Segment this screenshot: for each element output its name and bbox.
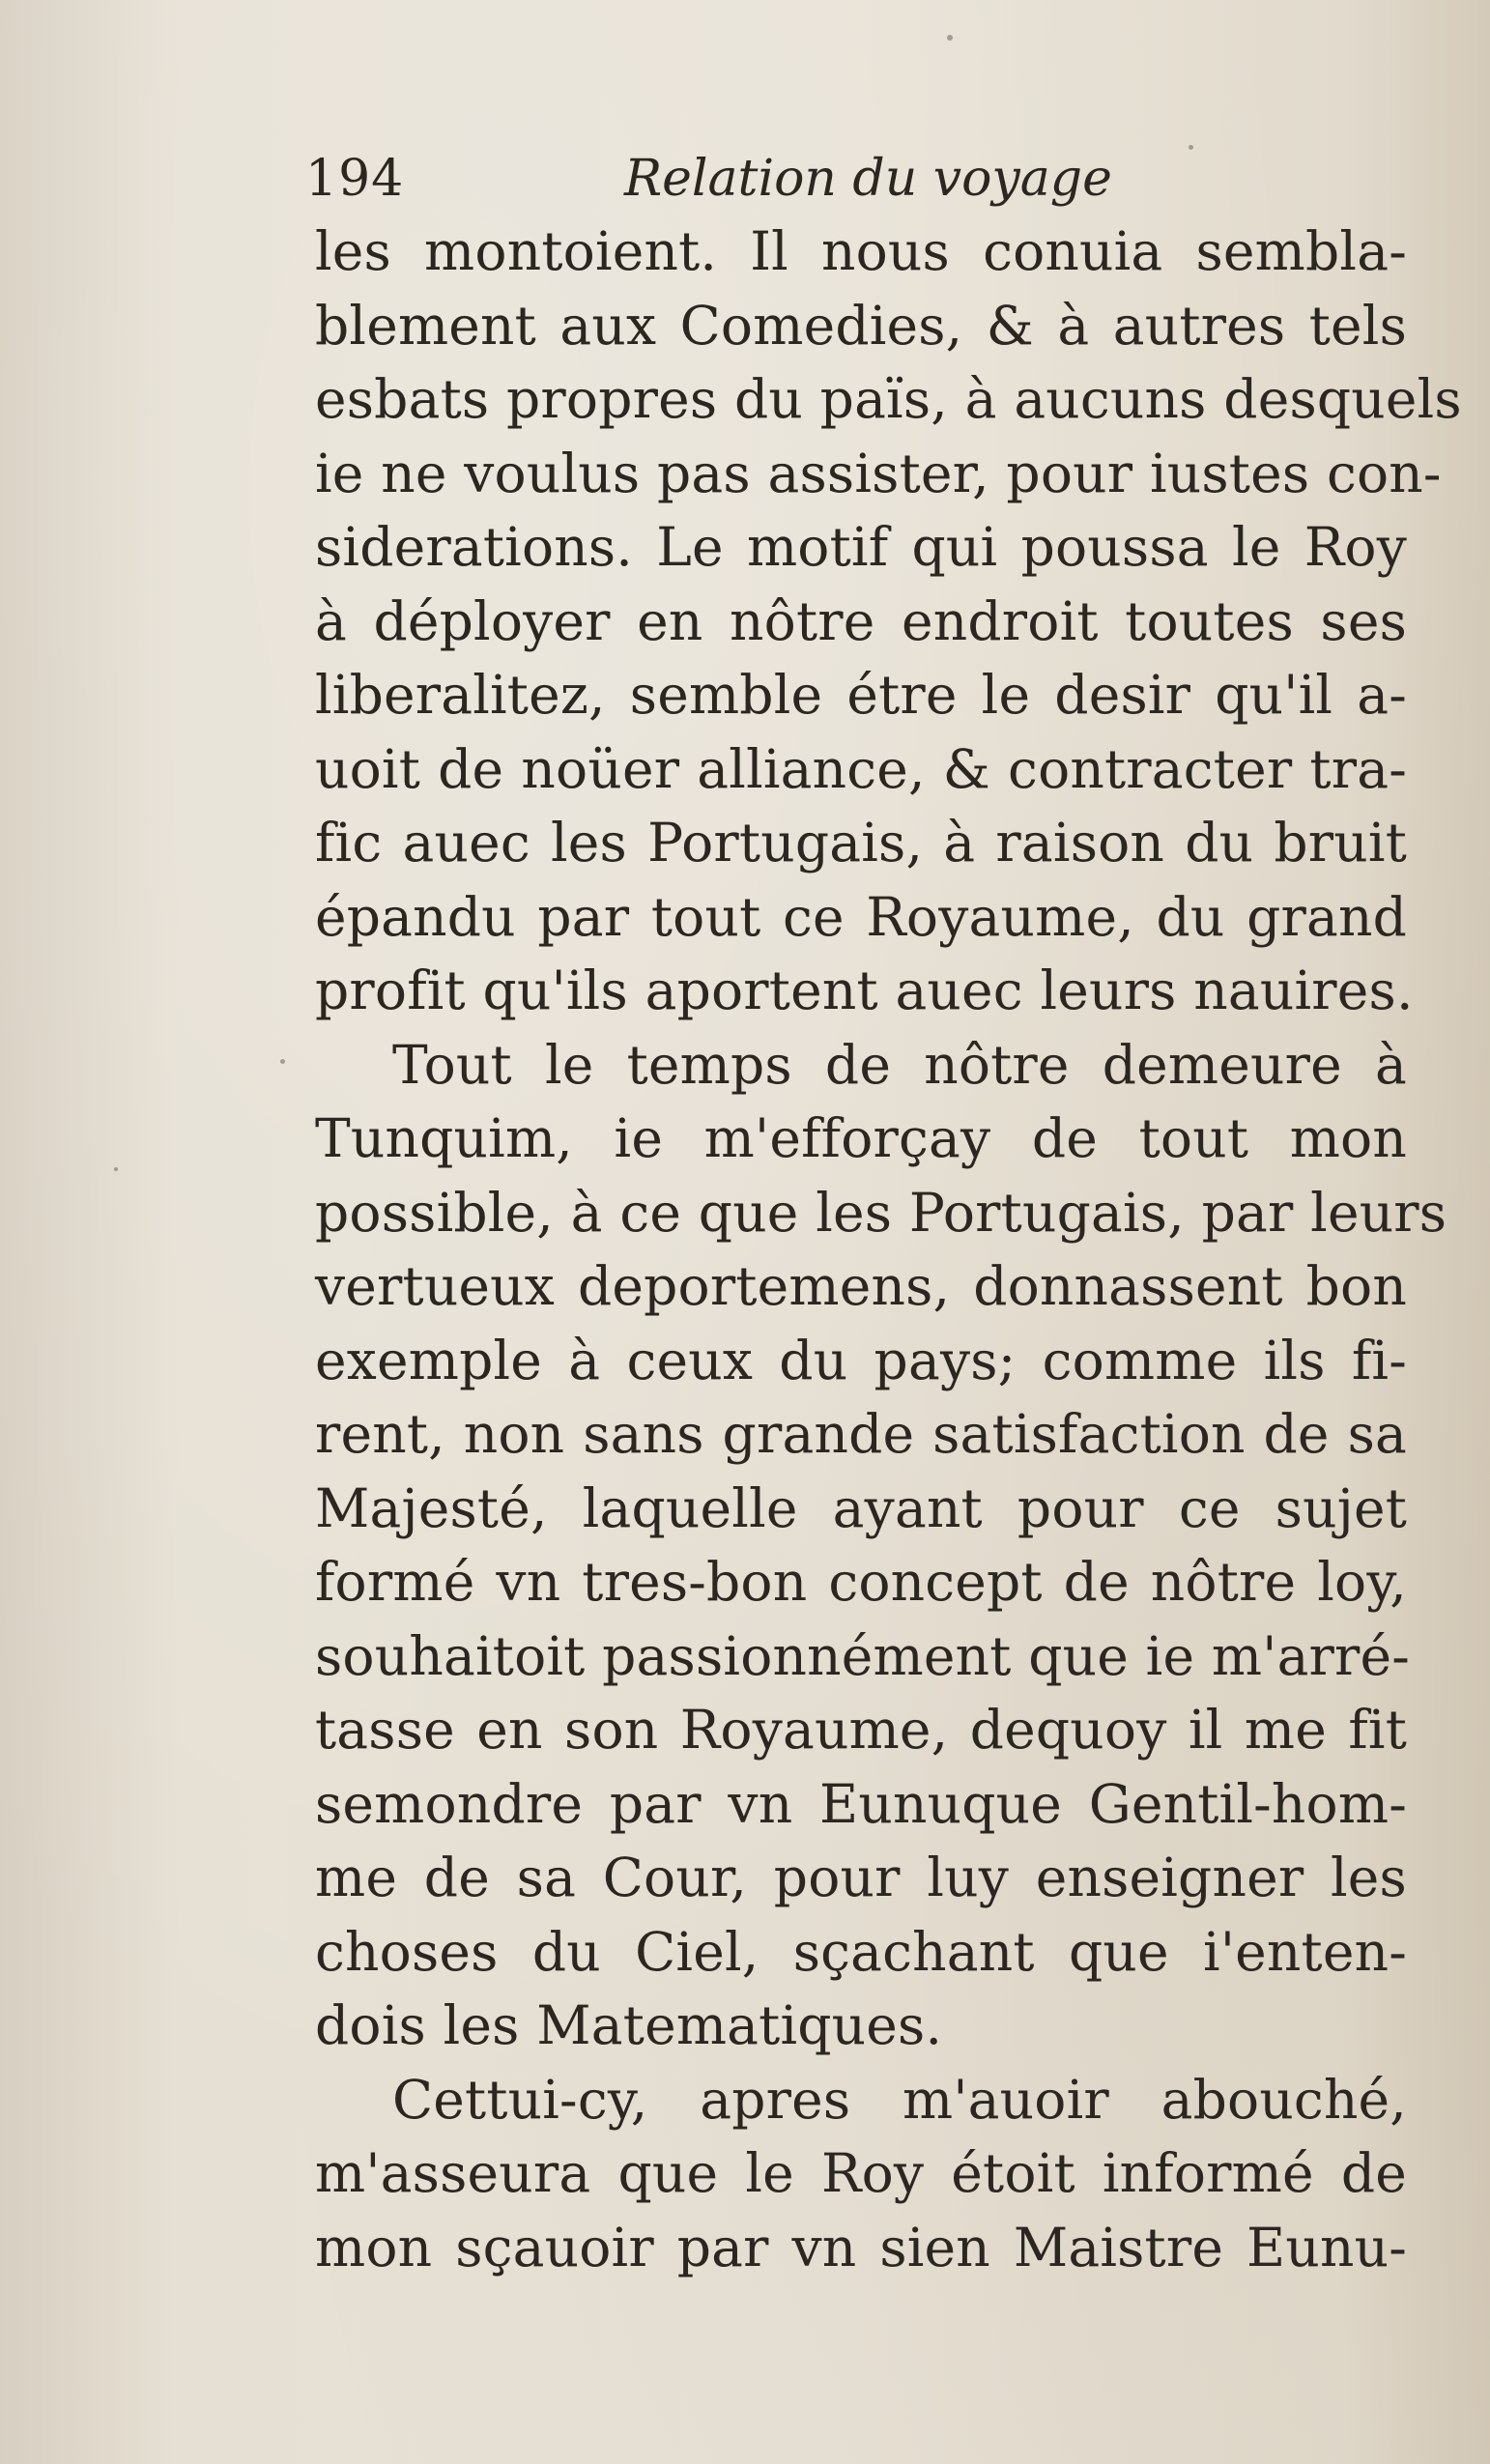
text-line: semondre par vn Eunuque Gentil-hom-: [315, 1772, 1407, 1835]
running-head: Relation du voyage: [624, 150, 1112, 208]
paper-speck: [280, 1059, 285, 1064]
text-line: ie ne voulus pas assister, pour iustes con-: [315, 442, 1442, 504]
text-line: me de sa Cour, pour luy enseigner les: [315, 1847, 1407, 1908]
text-line: mon sçauoir par vn sien Maistre Eunu-: [315, 2216, 1407, 2278]
paragraph-start-line: Tout le temps de nôtre demeure à: [392, 1033, 1407, 1096]
text-line: les montoient. Il nous conuia sembla-: [315, 220, 1407, 282]
text-line: tasse en son Royaume, dequoy il me fit: [315, 1699, 1407, 1761]
text-line: profit qu'ils aportent auec leurs nauires.: [315, 960, 1414, 1021]
body-text: [315, 215, 1462, 2284]
text-line: Majesté, laquelle ayant pour ce sujet: [315, 1476, 1407, 1539]
text-line: m'asseura que le Roy étoit informé de: [315, 2142, 1407, 2204]
text-line: rent, non sans grande satisfaction de sa: [315, 1403, 1407, 1465]
text-line: formé vn tres-bon concept de nôtre loy,: [315, 1551, 1407, 1613]
text-line: esbats propres du païs, à aucuns desquels: [315, 368, 1462, 430]
text-line: fic auec les Portugais, à raison du bruit: [315, 812, 1407, 874]
page-header: [305, 145, 1175, 213]
text-line: uoit de noüer alliance, & contracter tra-: [315, 737, 1407, 800]
text-line: blement aux Comedies, & à autres tels: [315, 294, 1407, 357]
text-line: épandu par tout ce Royaume, du grand: [315, 885, 1407, 948]
text-line: souhaitoit passionnément que ie m'arré-: [315, 1624, 1411, 1687]
text-line: à déployer en nôtre endroit toutes ses: [315, 589, 1407, 652]
text-line: possible, à ce que les Portugais, par leurs: [315, 1181, 1447, 1244]
text-line: exemple à ceux du pays; comme ils fi-: [315, 1329, 1407, 1391]
text-line: Tunquim, ie m'efforçay de tout mon: [315, 1107, 1407, 1169]
page-number: 194: [305, 150, 405, 208]
paper-speck: [947, 35, 953, 41]
text-line: vertueux deportemens, donnassent bon: [315, 1255, 1407, 1317]
text-line: choses du Ciel, sçachant que i'enten-: [315, 1920, 1407, 1983]
text-line: liberalitez, semble étre le desir qu'il a-: [315, 664, 1407, 726]
text-line: siderations. Le motif qui poussa le Roy: [315, 516, 1407, 578]
text-line: dois les Matematiques.: [315, 1994, 943, 2056]
paper-speck: [1189, 145, 1193, 150]
paragraph-start-line: Cettui-cy, apres m'auoir abouché,: [392, 2068, 1407, 2131]
paper-speck: [114, 1167, 118, 1171]
